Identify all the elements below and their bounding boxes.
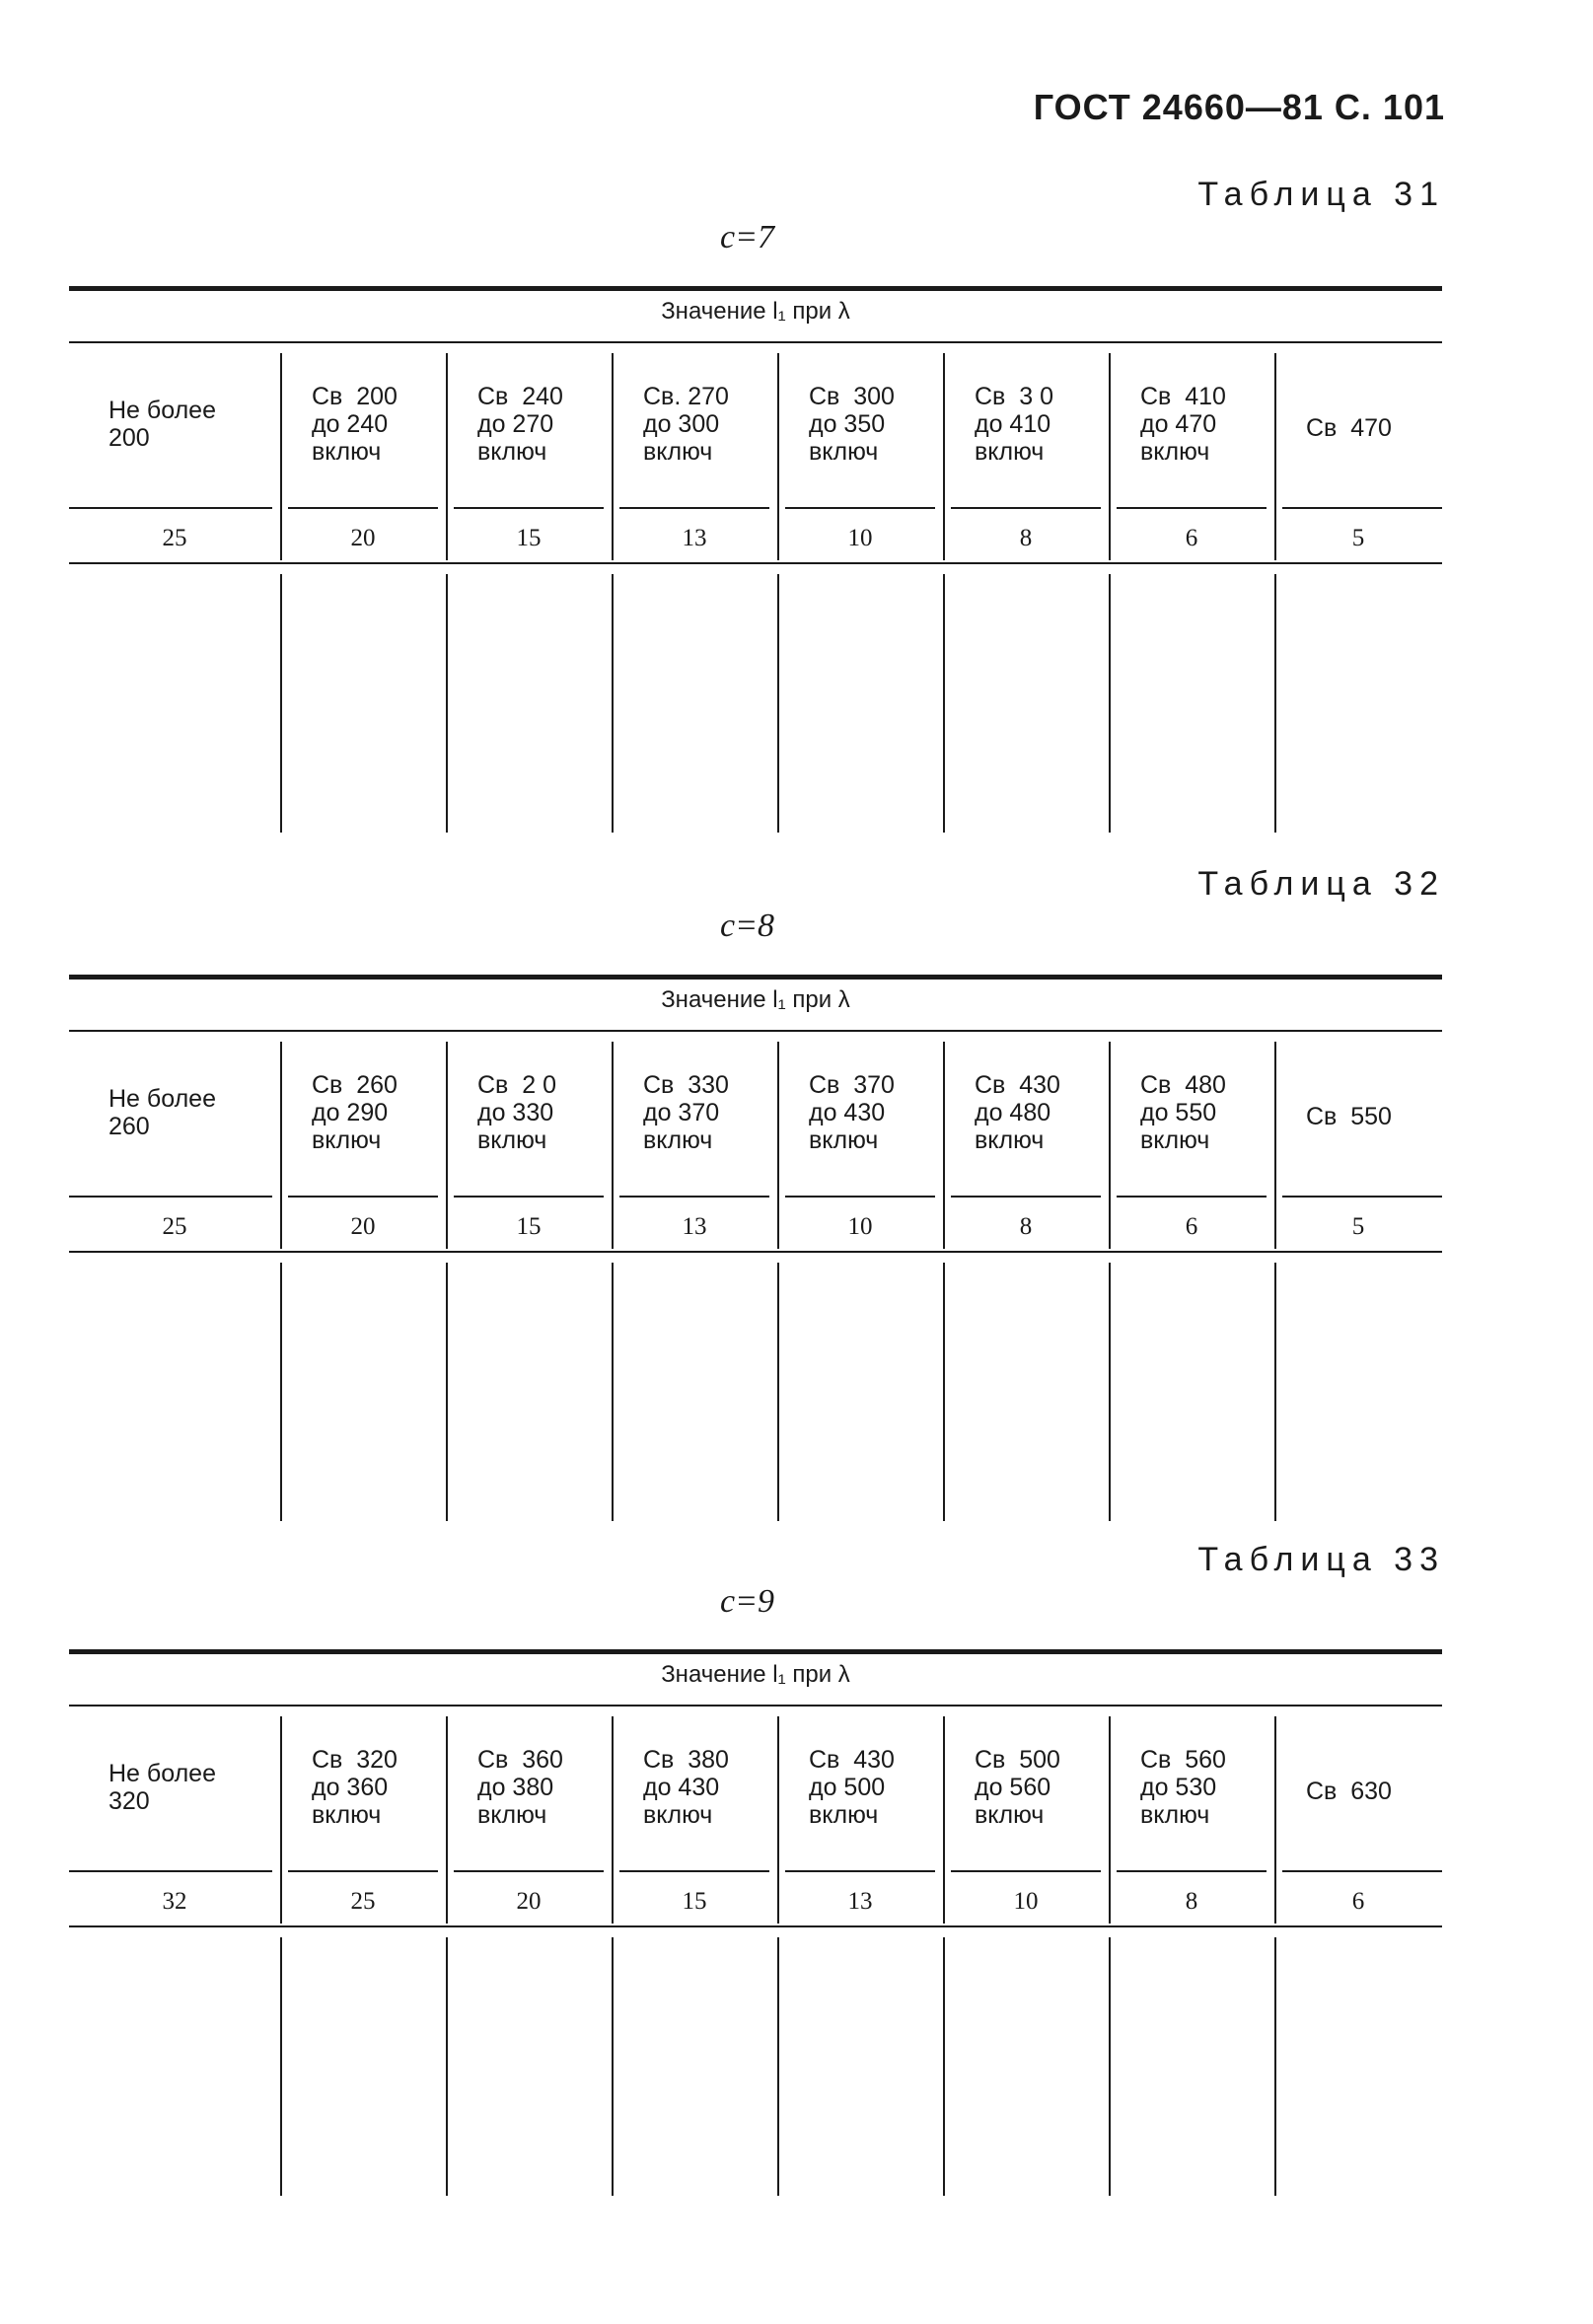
values-bottom-rule — [69, 1925, 1442, 1927]
header-bottom-rule — [1282, 507, 1442, 509]
header-cell: Св 320 до 360 включ — [312, 1746, 398, 1829]
column-divider-body — [943, 574, 945, 833]
value-cell: 10 — [847, 1213, 873, 1240]
values-bottom-rule — [69, 1251, 1442, 1253]
header-bottom-rule — [1117, 1196, 1267, 1198]
value-cell: 25 — [162, 525, 187, 551]
c-value-label: c=9 — [720, 1583, 775, 1620]
header-bottom-rule — [288, 507, 438, 509]
header-cell: Св 470 — [1306, 414, 1392, 442]
column-divider-body — [1109, 1263, 1111, 1521]
spanner-rule — [69, 1705, 1442, 1707]
value-cell: 8 — [1019, 1213, 1033, 1240]
value-cell: 25 — [350, 1888, 376, 1915]
page-header: ГОСТ 24660—81 С. 101 — [1033, 87, 1445, 127]
column-divider-body — [943, 1937, 945, 2196]
header-cell: Не более 320 — [109, 1760, 216, 1815]
header-bottom-rule — [454, 1870, 604, 1872]
header-bottom-rule — [288, 1870, 438, 1872]
column-divider-body — [777, 1937, 779, 2196]
column-divider-body — [1274, 574, 1276, 833]
table-top-rule — [69, 1649, 1442, 1654]
header-bottom-rule — [69, 1196, 272, 1198]
header-cell: Св 550 — [1306, 1103, 1392, 1130]
value-cell: 15 — [516, 525, 542, 551]
column-divider-body — [446, 574, 448, 833]
header-bottom-rule — [1282, 1196, 1442, 1198]
value-cell: 20 — [350, 1213, 376, 1240]
header-bottom-rule — [1282, 1870, 1442, 1872]
column-divider-body — [1274, 1263, 1276, 1521]
value-cell: 20 — [350, 525, 376, 551]
header-cell: Св 380 до 430 включ — [643, 1746, 729, 1829]
value-cell: 10 — [1013, 1888, 1039, 1915]
c-value-label: c=8 — [720, 908, 775, 944]
header-cell: Св 480 до 550 включ — [1140, 1071, 1226, 1154]
header-bottom-rule — [619, 1870, 769, 1872]
header-bottom-rule — [951, 507, 1101, 509]
header-cell: Св 240 до 270 включ — [477, 383, 563, 466]
header-cell: Св 360 до 380 включ — [477, 1746, 563, 1829]
value-cell: 15 — [516, 1213, 542, 1240]
header-cell: Св 330 до 370 включ — [643, 1071, 729, 1154]
table-top-rule — [69, 975, 1442, 980]
header-bottom-rule — [454, 1196, 604, 1198]
header-cell: Св 3 0 до 410 включ — [975, 383, 1053, 466]
data-table — [69, 286, 1442, 838]
value-cell: 15 — [682, 1888, 707, 1915]
table-caption: Таблица 33 — [1197, 1541, 1445, 1578]
header-cell: Св. 270 до 300 включ — [643, 383, 729, 466]
column-divider-body — [446, 1263, 448, 1521]
table-top-rule — [69, 286, 1442, 291]
header-cell: Св 410 до 470 включ — [1140, 383, 1226, 466]
header-cell: Св 430 до 500 включ — [809, 1746, 895, 1829]
header-cell: Св 300 до 350 включ — [809, 383, 895, 466]
column-divider-body — [612, 1263, 614, 1521]
column-divider-body — [777, 574, 779, 833]
header-bottom-rule — [288, 1196, 438, 1198]
header-bottom-rule — [951, 1196, 1101, 1198]
column-divider-body — [1109, 574, 1111, 833]
header-bottom-rule — [619, 1196, 769, 1198]
values-bottom-rule — [69, 562, 1442, 564]
column-divider-body — [1274, 1937, 1276, 2196]
header-cell: Св 560 до 530 включ — [1140, 1746, 1226, 1829]
header-cell: Не более 200 — [109, 397, 216, 452]
header-cell: Св 500 до 560 включ — [975, 1746, 1060, 1829]
value-cell: 5 — [1351, 525, 1365, 551]
header-cell: Св 430 до 480 включ — [975, 1071, 1060, 1154]
table-spanner-heading: Значение l₁ при λ — [661, 1661, 850, 1688]
value-cell: 10 — [847, 525, 873, 551]
data-table — [69, 1649, 1442, 2202]
header-bottom-rule — [1117, 1870, 1267, 1872]
table-caption: Таблица 31 — [1197, 176, 1445, 213]
header-bottom-rule — [785, 1870, 935, 1872]
header-bottom-rule — [69, 507, 272, 509]
value-cell: 8 — [1185, 1888, 1198, 1915]
c-value-label: c=7 — [720, 219, 775, 255]
column-divider-body — [943, 1263, 945, 1521]
table-spanner-heading: Значение l₁ при λ — [661, 298, 850, 325]
column-divider-body — [777, 1263, 779, 1521]
column-divider-body — [280, 574, 282, 833]
data-table — [69, 975, 1442, 1527]
value-cell: 13 — [682, 1213, 707, 1240]
header-bottom-rule — [785, 507, 935, 509]
column-divider-body — [446, 1937, 448, 2196]
value-cell: 13 — [682, 525, 707, 551]
column-divider-body — [612, 1937, 614, 2196]
table-spanner-heading: Значение l₁ при λ — [661, 986, 850, 1013]
column-divider-body — [612, 574, 614, 833]
value-cell: 6 — [1351, 1888, 1365, 1915]
header-bottom-rule — [951, 1870, 1101, 1872]
header-cell: Св 630 — [1306, 1778, 1392, 1805]
header-bottom-rule — [1117, 507, 1267, 509]
header-cell: Св 260 до 290 включ — [312, 1071, 398, 1154]
value-cell: 32 — [162, 1888, 187, 1915]
header-bottom-rule — [454, 507, 604, 509]
header-bottom-rule — [69, 1870, 272, 1872]
column-divider-body — [1109, 1937, 1111, 2196]
header-cell: Св 200 до 240 включ — [312, 383, 398, 466]
header-cell: Не более 260 — [109, 1085, 216, 1140]
spanner-rule — [69, 1030, 1442, 1032]
value-cell: 8 — [1019, 525, 1033, 551]
column-divider-body — [280, 1263, 282, 1521]
value-cell: 13 — [847, 1888, 873, 1915]
header-cell: Св 370 до 430 включ — [809, 1071, 895, 1154]
header-cell: Св 2 0 до 330 включ — [477, 1071, 556, 1154]
value-cell: 6 — [1185, 525, 1198, 551]
spanner-rule — [69, 341, 1442, 343]
value-cell: 6 — [1185, 1213, 1198, 1240]
value-cell: 20 — [516, 1888, 542, 1915]
value-cell: 25 — [162, 1213, 187, 1240]
header-bottom-rule — [785, 1196, 935, 1198]
column-divider-body — [280, 1937, 282, 2196]
header-bottom-rule — [619, 507, 769, 509]
table-caption: Таблица 32 — [1197, 865, 1445, 903]
value-cell: 5 — [1351, 1213, 1365, 1240]
